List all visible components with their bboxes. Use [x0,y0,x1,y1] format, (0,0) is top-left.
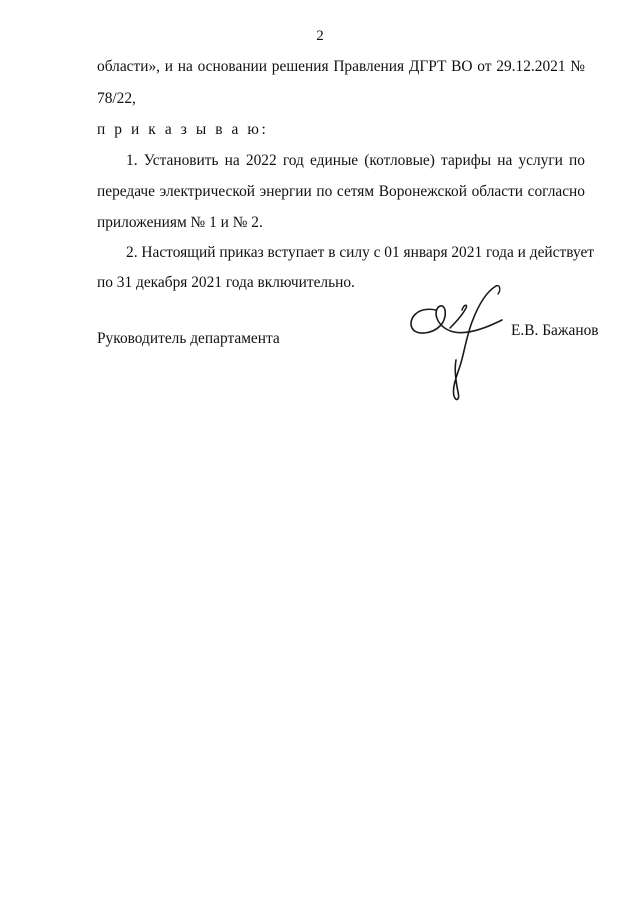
order-word: п р и к а з ы в а ю: [97,121,269,138]
page-number: 2 [316,28,324,44]
paragraph-2-line-1: 2. Настоящий приказ вступает в силу с 01 января 2021 года и действует [126,244,595,261]
signatory-name: Е.В. Бажанов [511,322,599,339]
body-line-2: 78/22, [97,90,136,107]
handwritten-signature [406,282,506,406]
paragraph-2-line-2: по 31 декабря 2021 года включительно. [97,274,355,291]
signatory-role: Руководитель департамента [97,330,280,347]
paragraph-1-line-3: приложениям № 1 и № 2. [97,214,263,231]
paragraph-1-line-1: 1. Установить на 2022 год единые (котловые) тарифы на услуги по [126,152,585,169]
body-line-1: области», и на основании решения Правления ДГРТ ВО от 29.12.2021 № [97,58,585,75]
paragraph-1-line-2: передаче электрической энергии по сетям Воронежской области согласно [97,183,585,200]
